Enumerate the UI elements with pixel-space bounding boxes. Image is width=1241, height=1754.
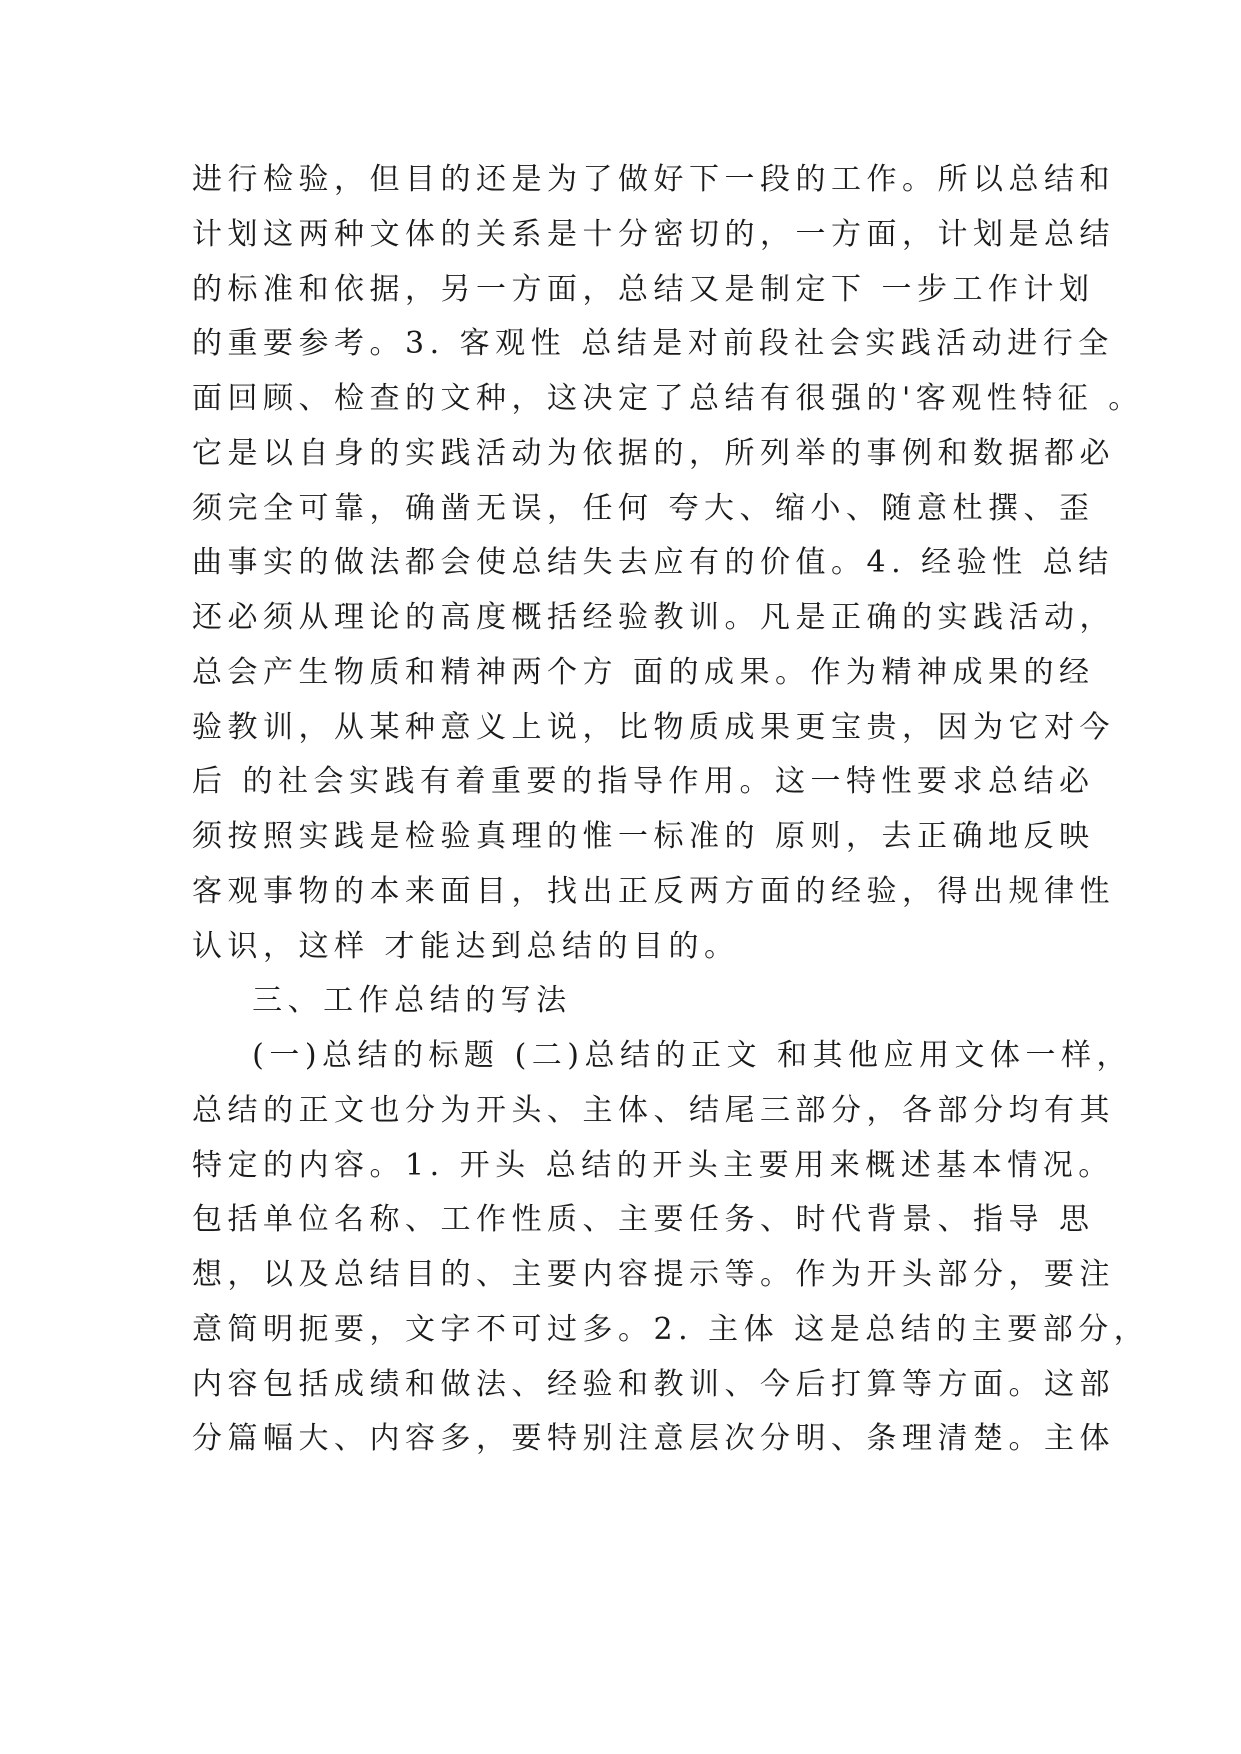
text-line: 包括单位名称、工作性质、主要任务、时代背景、指导 思 [192, 1202, 1095, 1237]
text-line: 还必须从理论的高度概括经验教训。凡是正确的实践活动， [192, 600, 1115, 635]
text-line: 面回顾、检查的文种，这决定了总结有很强的'客观性特征 。 [192, 381, 1144, 416]
text-line: 曲事实的做法都会使总结失去应有的价值。4. 经验性 总结 [192, 545, 1114, 580]
text-line: 想，以及总结目的、主要内容提示等。作为开头部分，要注 [192, 1257, 1115, 1292]
text-line: 的标准和依据，另一方面，总结又是制定下 一步工作计划 [192, 272, 1095, 307]
text-line: 分篇幅大、内容多，要特别注意层次分明、条理清楚。主体 [192, 1421, 1115, 1456]
text-line: 客观事物的本来面目，找出正反两方面的经验，得出规律性 [192, 874, 1115, 909]
text-line: (一)总结的标题 (二)总结的正文 和其他应用文体一样， [192, 1038, 1133, 1073]
text-line: 特定的内容。1. 开头 总结的开头主要用来概述基本情况。 [192, 1148, 1114, 1183]
text-line: 总会产生物质和精神两个方 面的成果。作为精神成果的经 [192, 655, 1095, 690]
text-line: 须按照实践是检验真理的惟一标准的 原则，去正确地反映 [192, 819, 1095, 854]
text-line: 须完全可靠，确凿无误，任何 夸大、缩小、随意杜撰、歪 [192, 491, 1095, 526]
text-line: 它是以自身的实践活动为依据的，所列举的事例和数据都必 [192, 436, 1115, 471]
text-line: 后 的社会实践有着重要的指导作用。这一特性要求总结必 [192, 764, 1095, 799]
text-line: 进行检验，但目的还是为了做好下一段的工作。所以总结和 [192, 162, 1115, 197]
text-line: 内容包括成绩和做法、经验和教训、今后打算等方面。这部 [192, 1367, 1115, 1402]
text-line: 意简明扼要，文字不可过多。2. 主体 这是总结的主要部分， [192, 1312, 1150, 1347]
text-line: 总结的正文也分为开头、主体、结尾三部分，各部分均有其 [192, 1093, 1115, 1128]
text-line: 计划这两种文体的关系是十分密切的，一方面，计划是总结 [192, 217, 1115, 252]
text-line: 的重要参考。3. 客观性 总结是对前段社会实践活动进行全 [192, 326, 1114, 361]
text-line: 验教训，从某种意义上说，比物质成果更宝贵，因为它对今 [192, 710, 1115, 745]
section-heading: 三、工作总结的写法 [192, 983, 572, 1018]
text-line: 认识，这样 才能达到总结的目的。 [192, 929, 740, 964]
